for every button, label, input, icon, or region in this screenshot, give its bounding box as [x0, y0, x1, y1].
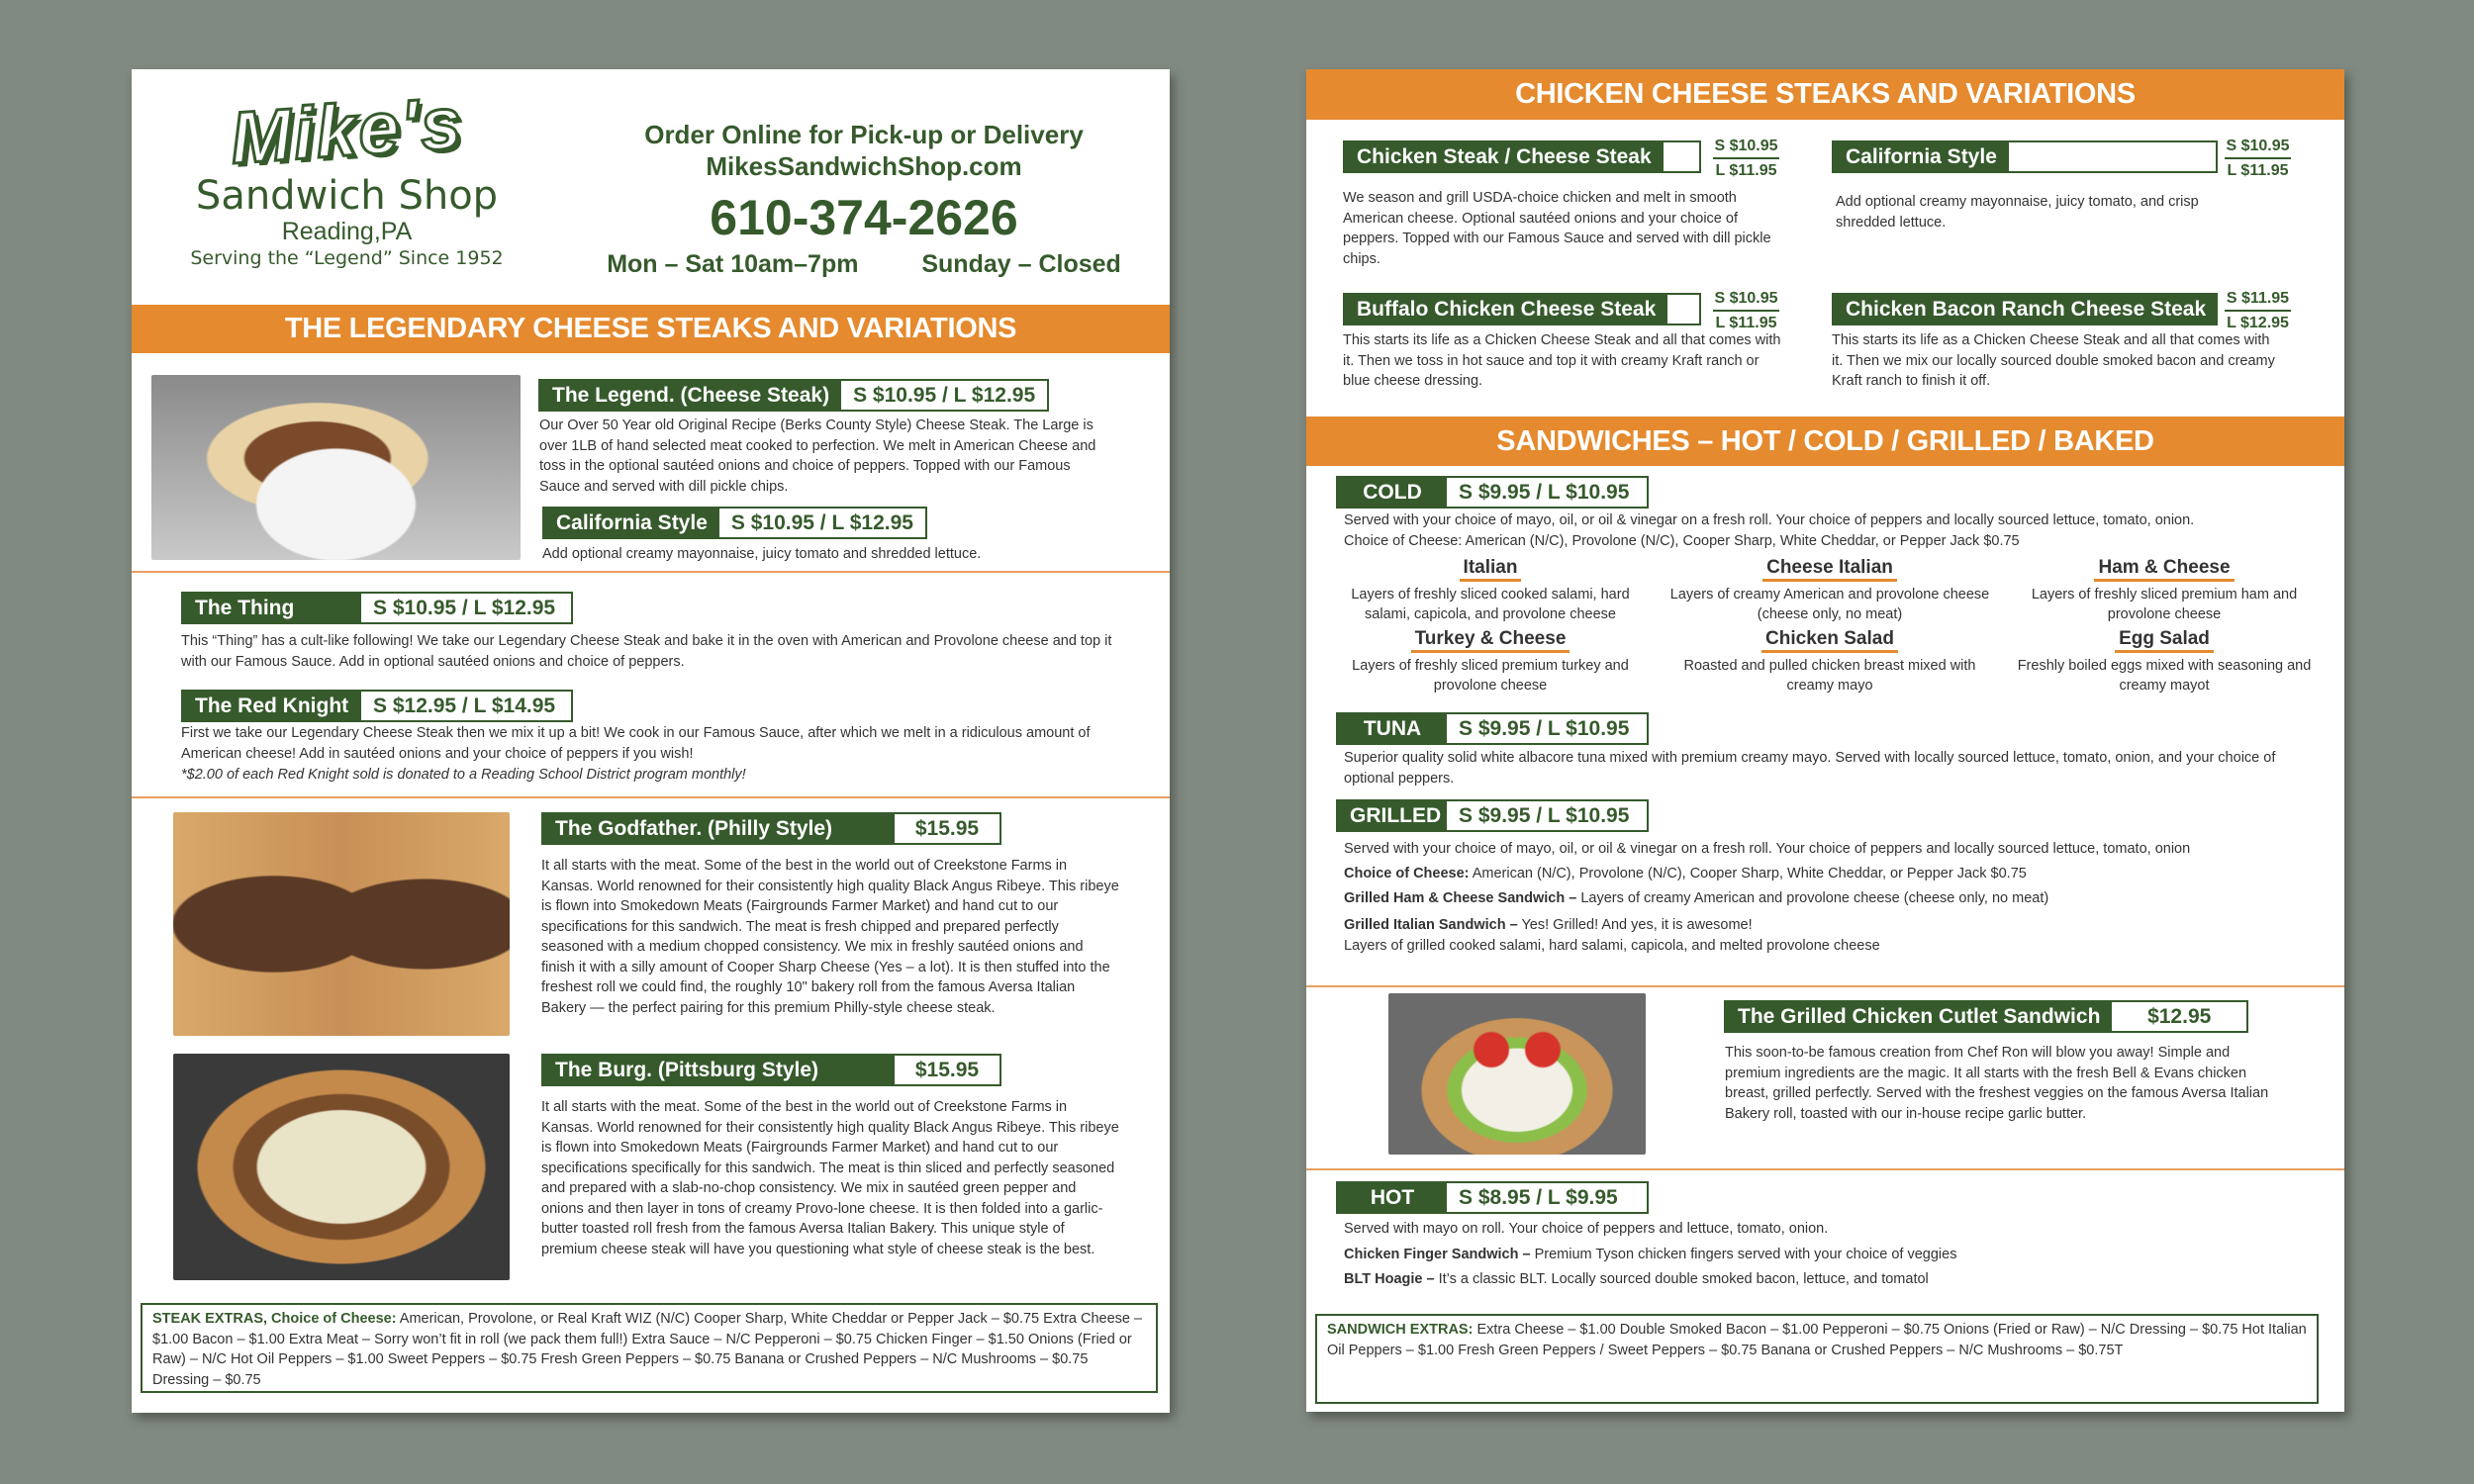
item-desc-thing: This “Thing” has a cult-like following! We take our Legendary Cheese Steak and bake it in the oven with American and Provolone cheese and top it with our Famous Sauce. Add in optional sautéed onions and choice of peppers.	[181, 633, 1112, 670]
right-cold-items-0-name: Italian	[1460, 558, 1522, 582]
item-header-california-chicken	[1832, 140, 2218, 173]
item-desc-cutlet: This soon-to-be famous creation from Chef Ron will blow you away! Simple and premium ingredients are the magic. It all starts with the fresh Bell & Evans chicken breast, grilled perfectly. Served with the freshest veggies on the famous Aversa Italian Bakery roll, toasted with our in-house recipe garlic butter.	[1725, 1045, 2269, 1122]
right-grilled-italian2: Layers of grilled cooked salami, hard salami, capicola, and melted provolone cheese	[1344, 938, 1880, 954]
right-tuna-price: S $9.95 / L $10.95	[1447, 714, 1647, 743]
right-chicken-3-l: L $12.95	[2227, 315, 2289, 331]
menu-page-left	[132, 69, 1170, 1413]
cold-item-ham-cheese	[2001, 558, 2328, 624]
left-items-4-price: $15.95	[895, 814, 999, 843]
right-hot-blt: It’s a classic BLT. Locally sourced double smoked bacon, lettuce, and tomatol	[1438, 1271, 1929, 1287]
sandwich-extras-box	[1315, 1314, 2319, 1404]
menu-page-right	[1306, 69, 2344, 1412]
item-desc-buffalo: This starts its life as a Chicken Cheese Steak and all that comes with it. Then we toss in hot sauce and top it with creamy Kraft ranch or blue cheese dressing.	[1343, 332, 1781, 389]
right-cold-name: COLD	[1338, 478, 1447, 507]
right-cold-items-4-name: Chicken Salad	[1761, 629, 1898, 653]
right-cold-items-2-name: Ham & Cheese	[2094, 558, 2234, 582]
cold-item-chicken-salad	[1666, 629, 1993, 696]
item-header-legend	[538, 379, 1049, 412]
right-cutlet-price: $12.95	[2112, 1002, 2246, 1031]
right-chicken-1-s: S $10.95	[2226, 138, 2290, 154]
right-chicken-2-name: Buffalo Chicken Cheese Steak	[1345, 295, 1667, 324]
left-items-5-name: The Burg. (Pittsburg Style)	[543, 1056, 895, 1084]
item-header-hot	[1336, 1181, 1649, 1214]
right-grilled-cheese: American (N/C), Provolone (N/C), Cooper Sharp, White Cheddar, or Pepper Jack $0.75	[1472, 866, 2027, 881]
left-items-0-price: S $10.95 / L $12.95	[841, 381, 1047, 410]
cold-item-egg-salad	[2001, 629, 2328, 696]
phone-number[interactable]: 610-374-2626	[710, 190, 1018, 245]
chicken-cutlet-photo	[1388, 993, 1646, 1155]
right-cold-items-1-desc: Layers of creamy American and provolone cheese (cheese only, no meat)	[1669, 587, 1990, 622]
order-online-text: Order Online for Pick-up or Delivery	[644, 120, 1084, 149]
left-logo-sub: Sandwich Shop	[195, 173, 499, 219]
section-banner: THE LEGENDARY CHEESE STEAKS AND VARIATIONS	[132, 305, 1170, 353]
left-logo-city: Reading,PA	[281, 218, 413, 245]
item-desc-godfather: It all starts with the meat. Some of the best in the world out of Creekstone Farms in Kansas. World renowned for their consistently high quality Black Angus Ribeye. This ribeye is flown into Smokedown Meats (Fairgrounds Farmer Market) and hand cut to our specifications for this sandwich. The meat is fresh chipped and prepared perfectly seasoned with a medium chopped consistency. We mix in freshly sautéed onions and finish it with a silly amount of Cooper Sharp Cheese (Yes – a lot). It is then stuffed into the freshest roll we could find, the roughly 10" bakery roll from the famous Aversa Italian Bakery — the perfect pairing for this premium Philly-style cheese steak.	[541, 858, 1119, 1016]
cold-item-turkey-cheese	[1327, 629, 1654, 696]
left-items-5-price: $15.95	[895, 1056, 999, 1084]
right-cold-items-3-name: Turkey & Cheese	[1411, 629, 1570, 653]
section-banner-sandwiches: SANDWICHES – HOT / COLD / GRILLED / BAKED	[1306, 417, 2344, 466]
left-items-4-name: The Godfather. (Philly Style)	[543, 814, 895, 843]
left-items-0-name: The Legend. (Cheese Steak)	[540, 381, 841, 410]
item-note-red-knight: *$2.00 of each Red Knight sold is donated to a Reading School District program monthly!	[181, 767, 746, 783]
item-header-california	[542, 507, 927, 539]
right-cold-items-3-desc: Layers of freshly sliced premium turkey and provolone cheese	[1352, 658, 1629, 694]
right-extras: Extra Cheese – $1.00 Double Smoked Bacon – $1.00 Pepperoni – $0.75 Onions (Fried or Raw) – N/C Dressing – $0.75 Hot Italian Oil Peppers – $1.00 Fresh Green Peppers / Sweet Peppers – $0.75 Banana or Crushed Peppers – N/C Mushrooms – $0.75T	[1327, 1322, 2307, 1358]
item-desc-tuna: Superior quality solid white albacore tuna mixed with premium creamy mayo. Served with locally sourced lettuce, tomato, onion, and your choice of optional peppers.	[1344, 750, 2276, 787]
left-items-1-name: California Style	[544, 509, 719, 537]
right-grilled-ham-label: Grilled Ham & Cheese Sandwich –	[1344, 890, 1577, 906]
right-chicken-3-s: S $11.95	[2226, 290, 2290, 307]
right-cutlet-name: The Grilled Chicken Cutlet Sandwich	[1726, 1002, 2112, 1031]
item-header-burg	[541, 1054, 1001, 1086]
right-grilled-cheese-label: Choice of Cheese:	[1344, 866, 1470, 881]
item-desc-grilled	[1344, 837, 2333, 957]
item-desc-california: Add optional creamy mayonnaise, juicy tomato and shredded lettuce.	[542, 546, 982, 562]
section-banner-chicken: CHICKEN CHEESE STEAKS AND VARIATIONS	[1306, 69, 2344, 120]
cheese-steak-photo	[151, 375, 521, 560]
left-items-3-name: The Red Knight	[183, 692, 361, 720]
right-cold-items-5-name: Egg Salad	[2115, 629, 2214, 653]
item-desc-cold	[1344, 510, 2333, 551]
right-chicken-0-name: Chicken Steak / Cheese Steak	[1345, 142, 1664, 171]
item-header-bacon-ranch	[1832, 293, 2218, 325]
logo	[176, 80, 518, 289]
item-desc-chicken-steak: We season and grill USDA-choice chicken and melt in smooth American cheese. Optional sautéed onions and your choice of peppers. Topped with our Famous Sauce and served with dill pickle chips.	[1343, 190, 1771, 267]
divider	[132, 571, 1170, 573]
contact-info	[567, 119, 1161, 279]
right-cold-items-1-name: Cheese Italian	[1762, 558, 1897, 582]
right-grilled-italian: Yes! Grilled! And yes, it is awesome!	[1521, 917, 1753, 933]
left-extras-label: STEAK EXTRAS, Choice of Cheese:	[152, 1311, 397, 1327]
right-tuna-name: TUNA	[1338, 714, 1447, 743]
divider	[1306, 985, 2344, 987]
right-cold-items-4-desc: Roasted and pulled chicken breast mixed with creamy mayo	[1683, 658, 1976, 694]
right-chicken-1-name: California Style	[1834, 142, 2009, 171]
right-chicken-0-s: S $10.95	[1714, 138, 1778, 154]
divider	[132, 796, 1170, 798]
left-items-3-price: S $12.95 / L $14.95	[361, 692, 571, 720]
left-extras: American, Provolone, or Real Kraft WIZ (N/C) Cooper Sharp, White Cheddar or Pepper Jack – $0.75 Extra Cheese – $1.00 Bacon – $1.00 Extra Meat – Sorry won’t fit in roll (we pack them full!) Extra Sauce – N/C Pepperoni – $0.75 Chicken Finger – $1.50 Onions (Fried or Raw) – N/C Hot Oil Peppers – $1.00 Sweet Peppers – $0.75 Fresh Green Peppers – $0.75 Banana or Crushed Peppers – N/C Mushrooms – $0.75 Dressing – $0.75	[152, 1311, 1143, 1388]
right-chicken-2-s: S $10.95	[1714, 290, 1778, 307]
item-desc-hot	[1344, 1217, 2333, 1293]
item-header-godfather	[541, 812, 1001, 845]
cold-item-italian	[1327, 558, 1654, 624]
item-desc-california-chicken: Add optional creamy mayonnaise, juicy tomato, and crisp shredded lettuce.	[1836, 194, 2199, 231]
cold-item-cheese-italian	[1666, 558, 1993, 624]
right-chicken-1-l: L $11.95	[2227, 162, 2289, 179]
right-chicken-2-l: L $11.95	[1715, 315, 1777, 331]
right-chicken-0-l: L $11.95	[1715, 162, 1777, 179]
item-header-tuna	[1336, 712, 1649, 745]
right-cold-price: S $9.95 / L $10.95	[1447, 478, 1647, 507]
right-grilled-name: GRILLED	[1338, 801, 1447, 830]
left-items-1-price: S $10.95 / L $12.95	[719, 509, 925, 537]
right-chicken-3-name: Chicken Bacon Ranch Cheese Steak	[1834, 295, 2218, 324]
item-price-chicken-steak	[1713, 137, 1779, 180]
left-items-2-price: S $10.95 / L $12.95	[361, 594, 571, 622]
right-cold-items-2-desc: Layers of freshly sliced premium ham and provolone cheese	[2031, 587, 2298, 622]
godfather-photo	[173, 812, 510, 1036]
item-header-red-knight	[181, 690, 573, 722]
right-hot-blt-label: BLT Hoagie –	[1344, 1271, 1435, 1287]
website-link[interactable]: MikesSandwichShop.com	[706, 151, 1022, 181]
hours-sunday: Sunday – Closed	[921, 250, 1121, 278]
right-hot-price: S $8.95 / L $9.95	[1447, 1183, 1647, 1212]
right-grilled-italian-label: Grilled Italian Sandwich –	[1344, 917, 1518, 933]
right-hot-name: HOT	[1338, 1183, 1447, 1212]
item-desc-burg: It all starts with the meat. Some of the best in the world out of Creekstone Farms in Kansas. World renowned for their consistently high quality Black Angus Ribeye. This ribeye is flown into Smokedown Meats (Fairgrounds Farmer Market) and hand cut to our specifications specifically for this sandwich. The meat is thin sliced and perfectly seasoned and prepared with a slab-no-chop consistency. We mix in sautéed green pepper and onions and then layer in tons of creamy Provo-lone cheese. It is then folded into a garlic-butter toasted roll fresh from the famous Aversa Italian Bakery. This unique style of premium cheese steak will have you questioning what style of cheese steak is the best.	[541, 1099, 1119, 1257]
item-header-buffalo	[1343, 293, 1701, 325]
right-cold-desc2: Choice of Cheese: American (N/C), Provolone (N/C), Cooper Sharp, White Cheddar, or Pepper Jack $0.75	[1344, 532, 2020, 549]
hours-weekday: Mon – Sat 10am–7pm	[607, 250, 859, 278]
left-items-2-name: The Thing	[183, 594, 361, 622]
right-cold-desc1: Served with your choice of mayo, oil, or oil & vinegar on a fresh roll. Your choice of peppers and locally sourced lettuce, tomato, onion.	[1344, 512, 2195, 528]
right-grilled-ham: Layers of creamy American and provolone cheese (cheese only, no meat)	[1580, 890, 2049, 906]
item-header-grilled	[1336, 799, 1649, 832]
right-grilled-desc: Served with your choice of mayo, oil, or oil & vinegar on a fresh roll. Your choice of peppers and locally sourced lettuce, tomato, onion	[1344, 841, 2191, 857]
right-grilled-price: S $9.95 / L $10.95	[1447, 801, 1647, 830]
item-header-cutlet	[1724, 1000, 2248, 1033]
right-hot-finger-label: Chicken Finger Sandwich –	[1344, 1246, 1531, 1262]
item-desc-legend: Our Over 50 Year old Original Recipe (Berks County Style) Cheese Steak. The Large is over 1LB of hand selected meat cooked to perfection. We melt in American Cheese and toss in the optional sautéed onions and choice of peppers. Topped with our Famous Sauce and served with dill pickle chips.	[539, 417, 1096, 495]
item-desc-bacon-ranch: This starts its life as a Chicken Cheese Steak and all that comes with it. Then we mix our locally sourced double smoked bacon and creamy Kraft ranch to finish it off.	[1832, 332, 2275, 389]
steak-extras-box	[141, 1303, 1158, 1393]
item-header-chicken-steak	[1343, 140, 1701, 173]
right-cold-items-5-desc: Freshly boiled eggs mixed with seasoning and creamy mayot	[2017, 658, 2312, 694]
left-logo-tagline: Serving the “Legend” Since 1952	[190, 247, 504, 269]
right-cold-items-0-desc: Layers of freshly sliced cooked salami, hard salami, capicola, and provolone cheese	[1351, 587, 1630, 622]
divider	[1306, 1168, 2344, 1170]
right-hot-finger: Premium Tyson chicken fingers served with your choice of veggies	[1534, 1246, 1957, 1262]
item-price-bacon-ranch	[2225, 289, 2291, 332]
item-header-thing	[181, 592, 573, 624]
item-header-cold	[1336, 476, 1649, 509]
right-extras-label: SANDWICH EXTRAS:	[1327, 1322, 1474, 1338]
item-price-california-chicken	[2225, 137, 2291, 180]
left-logo-name: Mike's	[228, 80, 466, 180]
right-hot-desc: Served with mayo on roll. Your choice of peppers and lettuce, tomato, onion.	[1344, 1221, 1829, 1237]
item-price-buffalo	[1713, 289, 1779, 332]
item-desc-red-knight: First we take our Legendary Cheese Steak then we mix it up a bit! We cook in our Famous Sauce, after which we melt in a ridiculous amount of American cheese! Add in sautéed onions and your choice of peppers if you wish!	[181, 725, 1091, 762]
burg-photo	[173, 1054, 510, 1280]
